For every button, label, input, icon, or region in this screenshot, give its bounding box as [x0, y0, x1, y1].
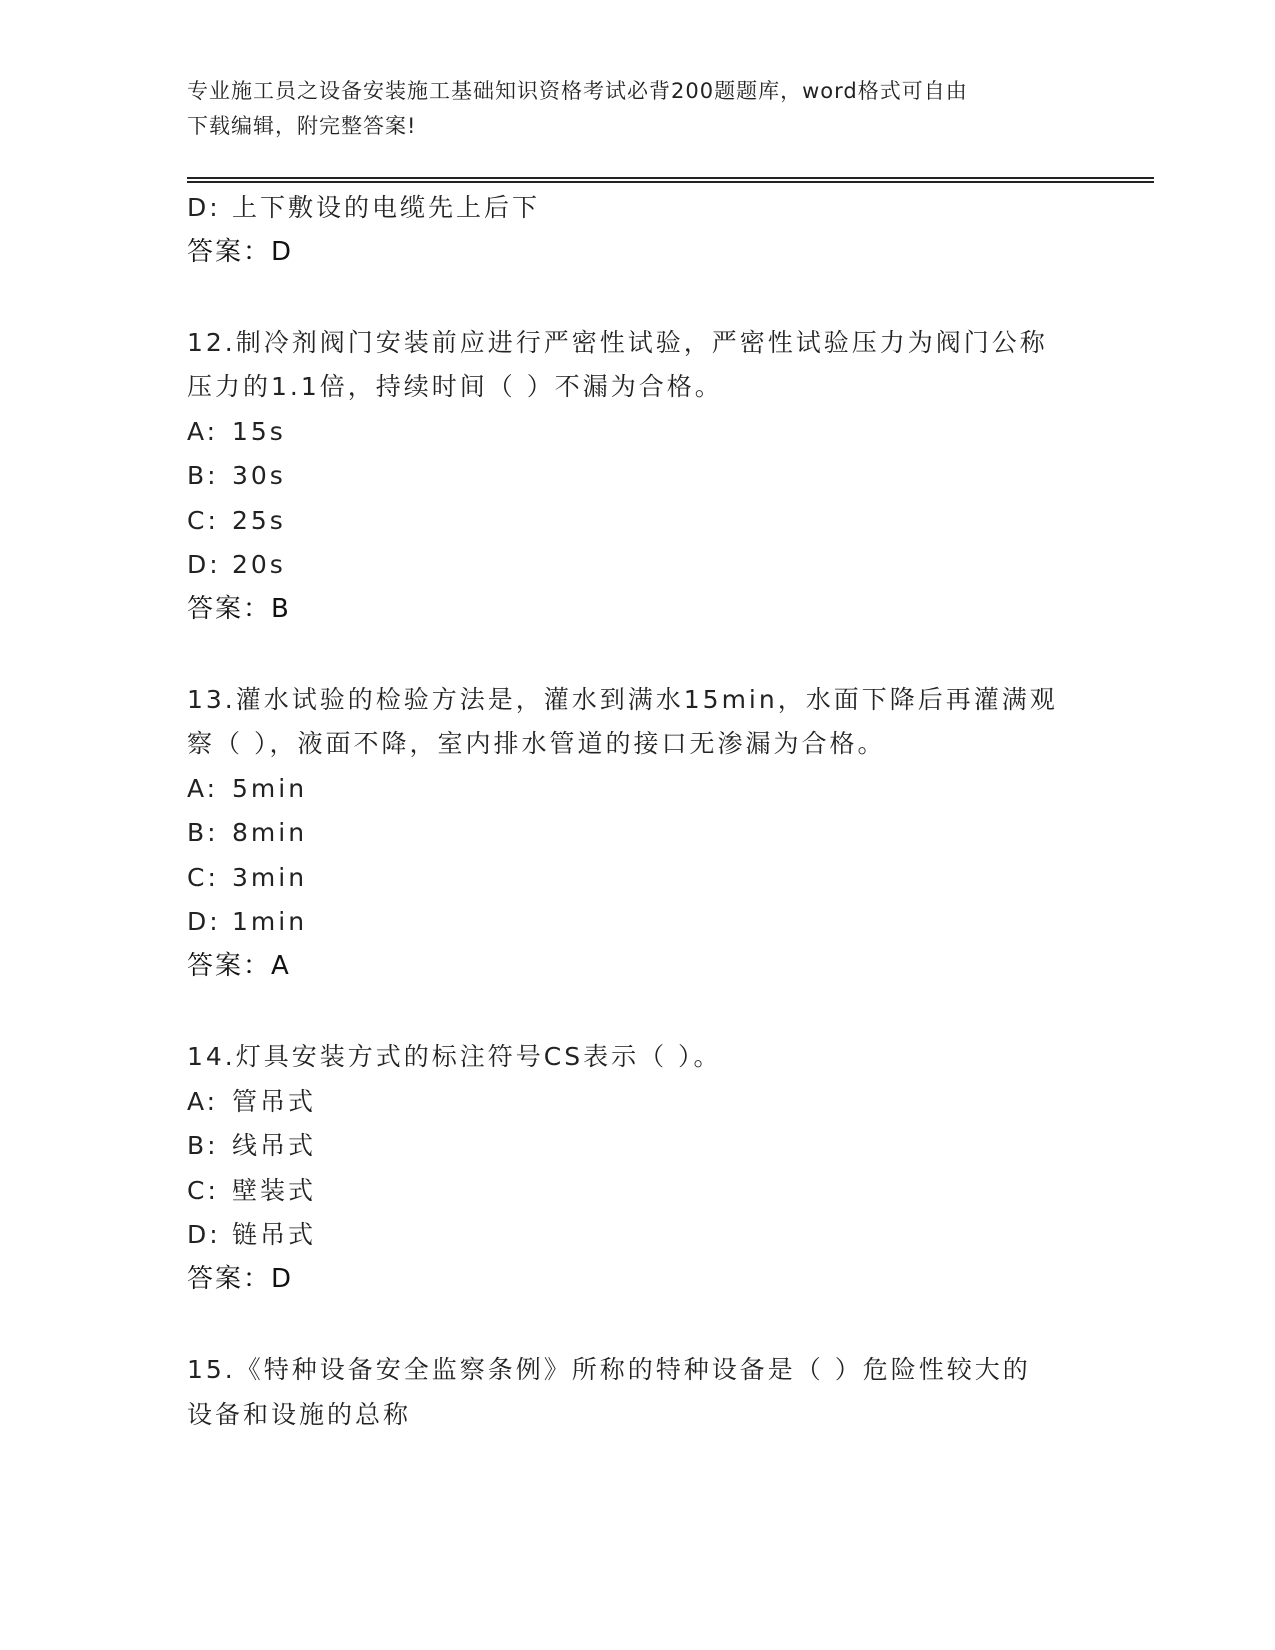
header-divider-top: [187, 177, 1154, 179]
question-13-option-d: [187, 906, 307, 938]
option-label: C:: [187, 1176, 219, 1205]
option-label: B:: [187, 1131, 219, 1160]
question-13-option-a: [187, 773, 307, 805]
option-text: 链吊式: [232, 1220, 317, 1249]
question-12-line-2: 压力的1.1倍，持续时间（ ）不漏为合格。: [187, 372, 723, 401]
option-text: 30s: [232, 461, 286, 490]
question-12-option-c: [187, 505, 286, 537]
option-text: 3min: [232, 863, 308, 892]
prev-option-d: [187, 192, 540, 224]
question-12-option-b: [187, 460, 286, 492]
question-13-line-1: 13.灌水试验的检验方法是，灌水到满水15min，水面下降后再灌满观: [187, 685, 1058, 714]
option-label: D:: [187, 193, 221, 222]
option-text: 8min: [232, 818, 308, 847]
option-text: 壁装式: [232, 1176, 317, 1205]
option-text: 5min: [232, 774, 308, 803]
option-text: 25s: [232, 506, 286, 535]
question-13-answer: 答案：A: [187, 951, 291, 981]
question-12-option-d: [187, 549, 286, 581]
header-divider-bottom: [187, 181, 1154, 183]
option-label: A:: [187, 1087, 219, 1116]
option-text: 20s: [232, 550, 286, 579]
option-text: 上下敷设的电缆先上后下: [232, 193, 541, 222]
option-text: 管吊式: [232, 1087, 317, 1116]
question-13-option-b: [187, 817, 307, 849]
option-label: D:: [187, 1220, 221, 1249]
option-label: A:: [187, 417, 219, 446]
option-label: C:: [187, 863, 219, 892]
question-14-answer: 答案：D: [187, 1264, 294, 1294]
option-label: B:: [187, 818, 219, 847]
option-label: B:: [187, 461, 219, 490]
question-13-line-2: 察（ ），液面不降，室内排水管道的接口无渗漏为合格。: [187, 729, 886, 758]
question-14-option-c: [187, 1175, 316, 1207]
question-14-option-d: [187, 1219, 316, 1251]
option-text: 线吊式: [232, 1131, 317, 1160]
option-label: D:: [187, 550, 221, 579]
question-14-option-a: [187, 1086, 316, 1118]
question-15-line-2: 设备和设施的总称: [187, 1400, 412, 1429]
question-15-line-1: 15.《特种设备安全监察条例》所称的特种设备是（ ）危险性较大的: [187, 1355, 1031, 1384]
option-label: A:: [187, 774, 219, 803]
question-13-option-c: [187, 862, 307, 894]
question-14-option-b: [187, 1130, 316, 1162]
prev-answer: 答案：D: [187, 237, 294, 267]
header-line-1: 专业施工员之设备安装施工基础知识资格考试必背200题题库，word格式可自由: [187, 79, 968, 103]
question-12-answer: 答案：B: [187, 594, 291, 624]
question-12-option-a: [187, 416, 286, 448]
option-label: C:: [187, 506, 219, 535]
question-14-line-1: 14.灯具安装方式的标注符号CS表示（ ）。: [187, 1042, 722, 1071]
option-text: 15s: [232, 417, 286, 446]
header-line-2: 下载编辑，附完整答案!: [187, 114, 417, 138]
option-label: D:: [187, 907, 221, 936]
question-12-line-1: 12.制冷剂阀门安装前应进行严密性试验，严密性试验压力为阀门公称: [187, 328, 1048, 357]
document-header: [187, 74, 1087, 144]
option-text: 1min: [232, 907, 308, 936]
